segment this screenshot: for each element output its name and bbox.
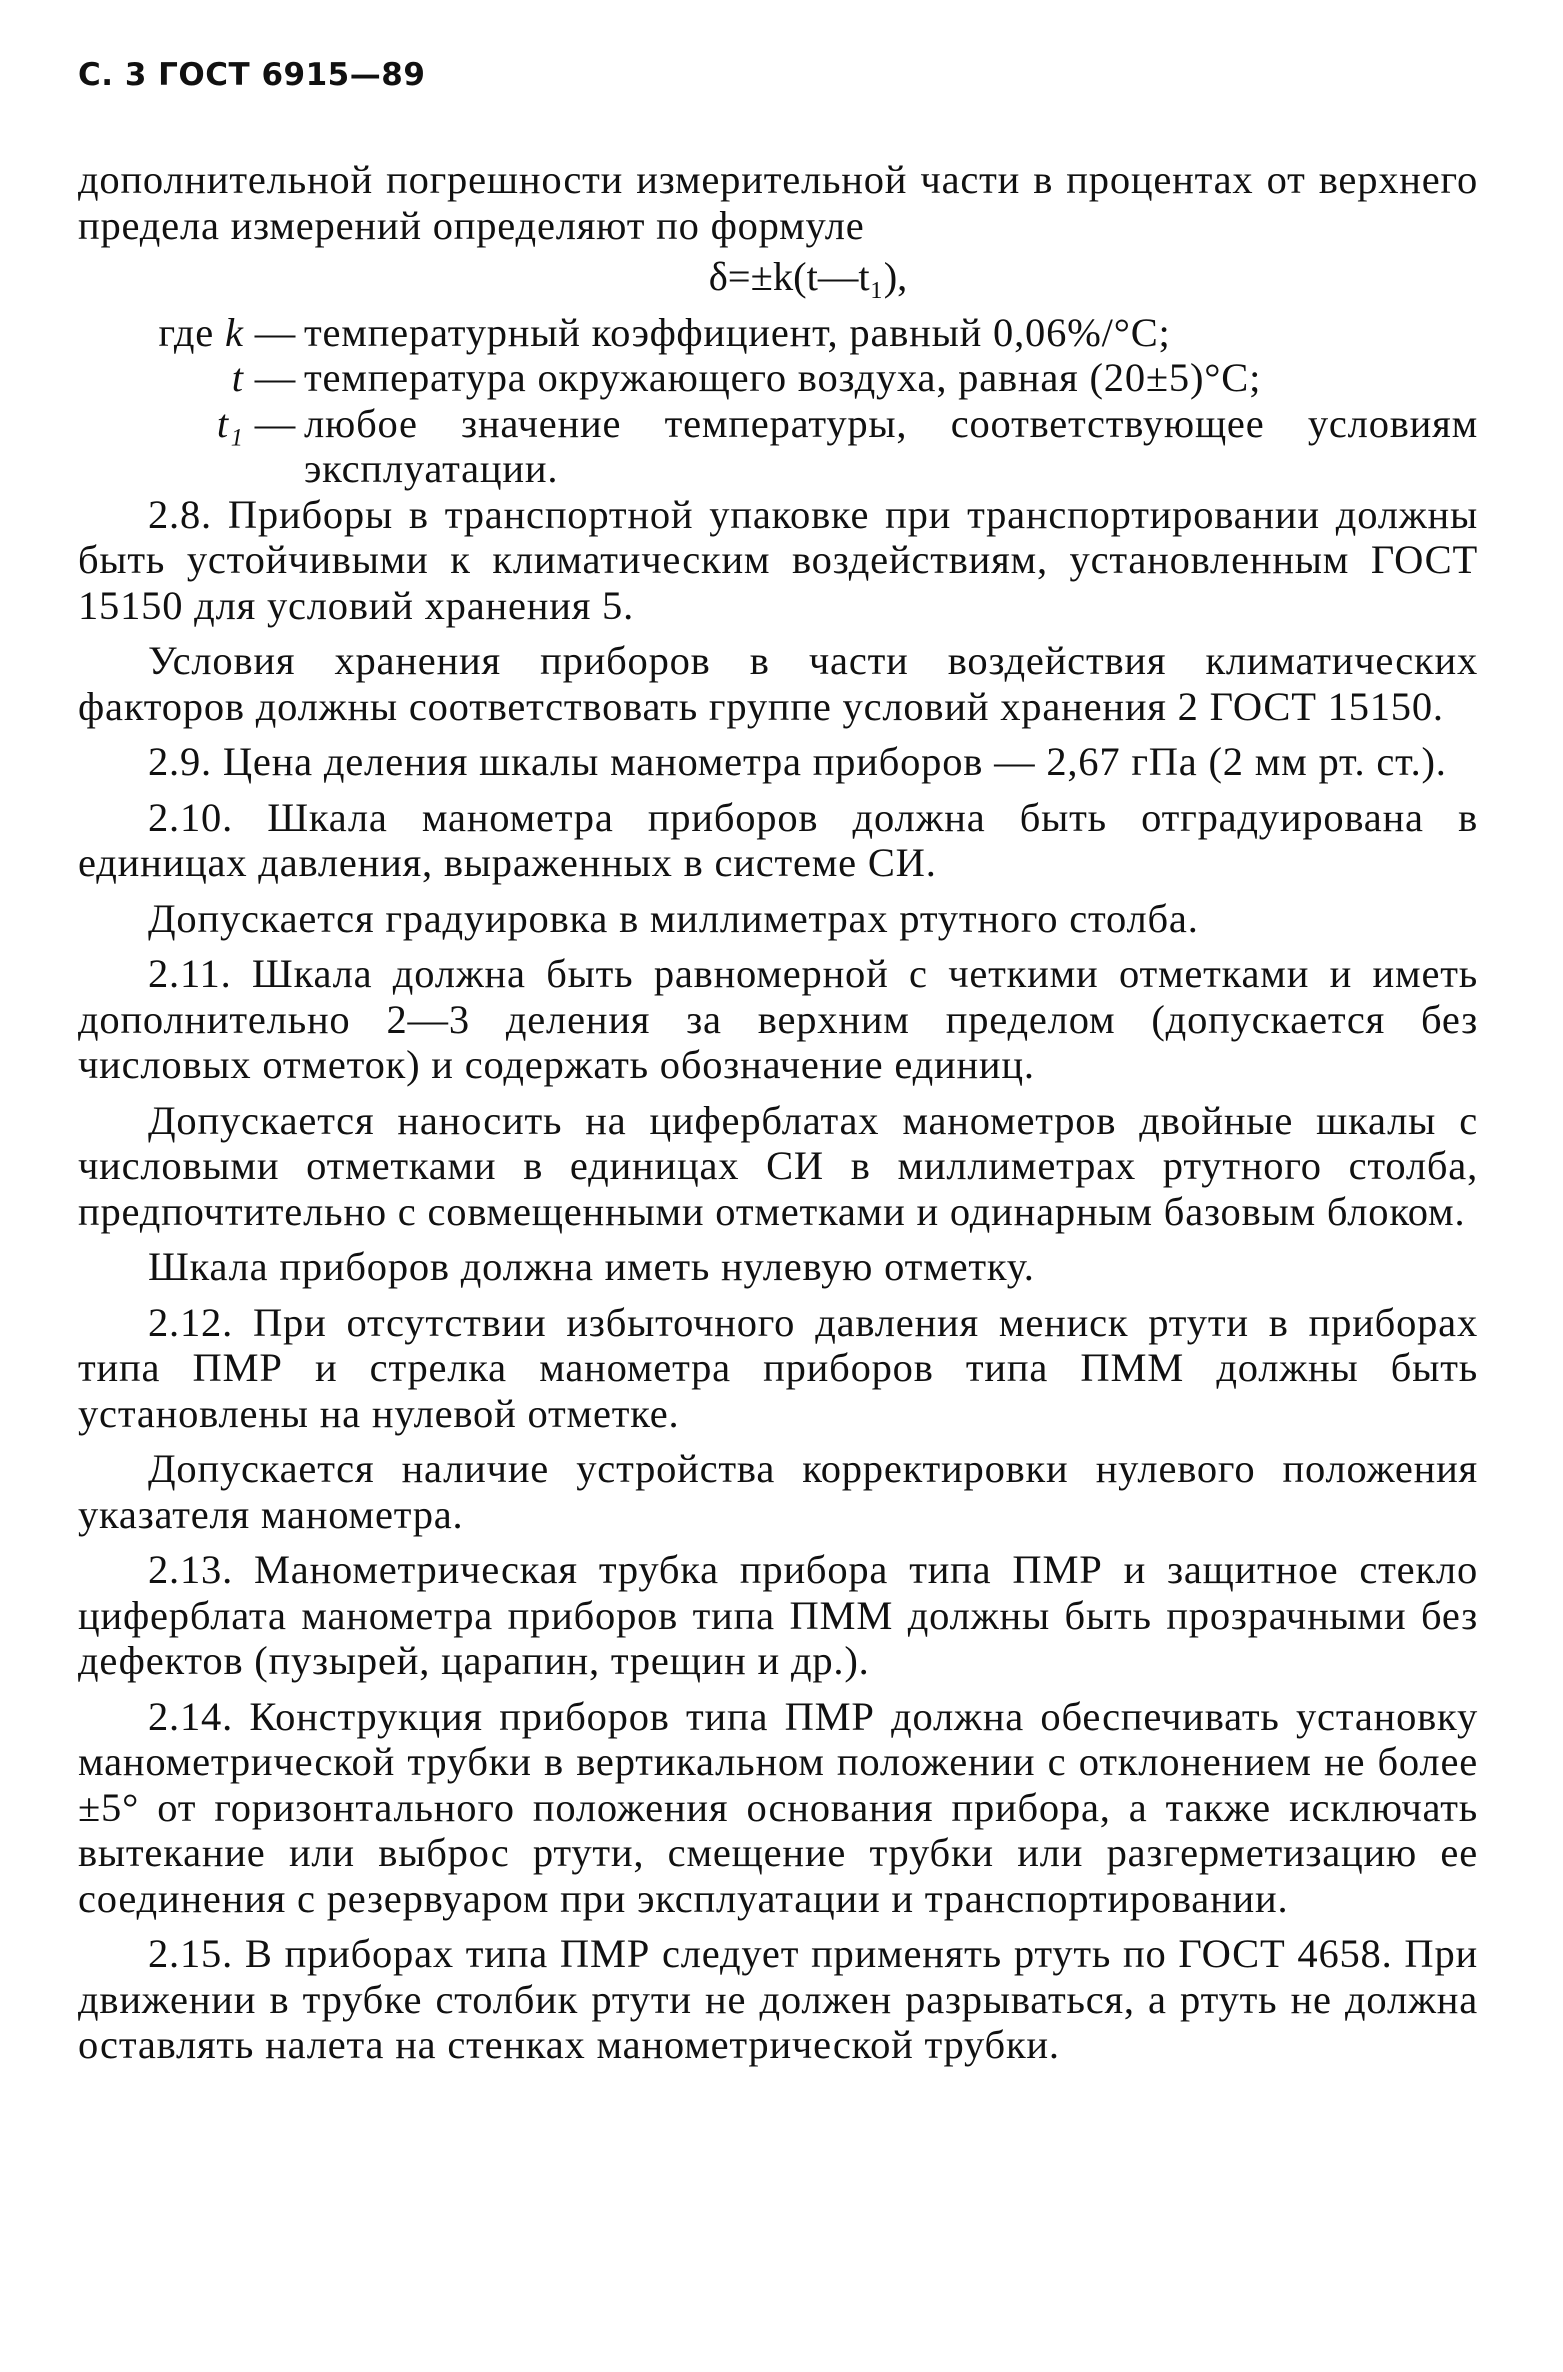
paragraph-2-13: 2.13. Манометрическая трубка прибора типа ПМР и защитное стекло циферблата манометра приборов типа ПММ должны быть прозрачными без дефектов (пузырей, царапин, трещин и др.).: [78, 1547, 1478, 1683]
paragraph-graduation-mm: Допускается градуировка в миллиметрах ртутного столба.: [148, 895, 1199, 941]
where-prefix: где: [158, 309, 215, 355]
intro-paragraph: дополнительной погрешности измерительной части в процентах от верхнего предела измерений определяют по формуле: [78, 157, 1478, 248]
paragraph-2-12: 2.12. При отсутствии избыточного давления мениск ртути в приборах типа ПМР и стрелка манометра приборов типа ПММ должны быть установлены на нулевой отметке.: [78, 1299, 1478, 1436]
definition-symbol-t1: t₁ —: [216, 400, 296, 446]
definition-symbol-t: t —: [231, 355, 296, 400]
paragraph-2-10: 2.10. Шкала манометра приборов должна быть отградуирована в единицах давления, выраженных в системе СИ.: [78, 794, 1478, 885]
paragraph-storage-conditions: Условия хранения приборов в части воздействия климатических факторов должны соответствовать группе условий хранения 2 ГОСТ 15150.: [78, 638, 1478, 729]
paragraph-double-scales: Допускается наносить на циферблатах манометров двойные шкалы с числовыми отметками в единицах СИ в миллиметрах ртутного столба, предпочтительно с совмещенными отметками и одинарным базовым блоком.: [78, 1097, 1478, 1234]
variable-definitions: [78, 310, 1478, 492]
document-page: [78, 57, 1478, 2068]
paragraph-2-11: 2.11. Шкала должна быть равномерной с четкими отметками и иметь дополнительно 2—3 деления за верхним пределом (допускается без числовых отметок) и содержать обозначение единиц.: [78, 951, 1478, 1087]
paragraph-2-8: 2.8. Приборы в транспортной упаковке при транспортировании должны быть устойчивыми к климатическим воздействиям, установленным ГОСТ 15150 для условий хранения 5.: [78, 491, 1478, 628]
paragraph-2-15: 2.15. В приборах типа ПМР следует применять ртуть по ГОСТ 4658. При движении в трубке столбик ртути не должен разрываться, а ртуть не должна оставлять налета на стенках манометрической трубки.: [78, 1931, 1478, 2067]
definition-symbol-k: где k —: [158, 309, 296, 355]
formula: δ=±k(t—t₁),: [708, 254, 908, 299]
paragraph-2-14: 2.14. Конструкция приборов типа ПМР должна обеспечивать установку манометрической трубки в вертикальном положении с отклонением не более ±5° от горизонтального положения основания прибора, а также исключать вытекание или выброс ртути, смещение трубки или разгерметизацию ее соединения с резервуаром при эксплуатации и транспортировании.: [78, 1693, 1478, 1921]
paragraph-zero-correction: Допускается наличие устройства корректировки нулевого положения указателя манометра.: [78, 1446, 1478, 1537]
page-header: С. 3 ГОСТ 6915—89: [78, 57, 426, 93]
paragraph-2-9: 2.9. Цена деления шкалы манометра приборов — 2,67 гПа (2 мм рт. ст.).: [148, 739, 1447, 784]
paragraph-zero-mark: Шкала приборов должна иметь нулевую отметку.: [148, 1244, 1035, 1289]
definition-text-t: температура окружающего воздуха, равная (20±5)°C;: [304, 355, 1262, 400]
definition-text-k: температурный коэффициент, равный 0,06%/°C;: [304, 309, 1171, 355]
definition-text-t1: любое значение температуры, соответствующее условиям эксплуатации.: [304, 400, 1478, 491]
